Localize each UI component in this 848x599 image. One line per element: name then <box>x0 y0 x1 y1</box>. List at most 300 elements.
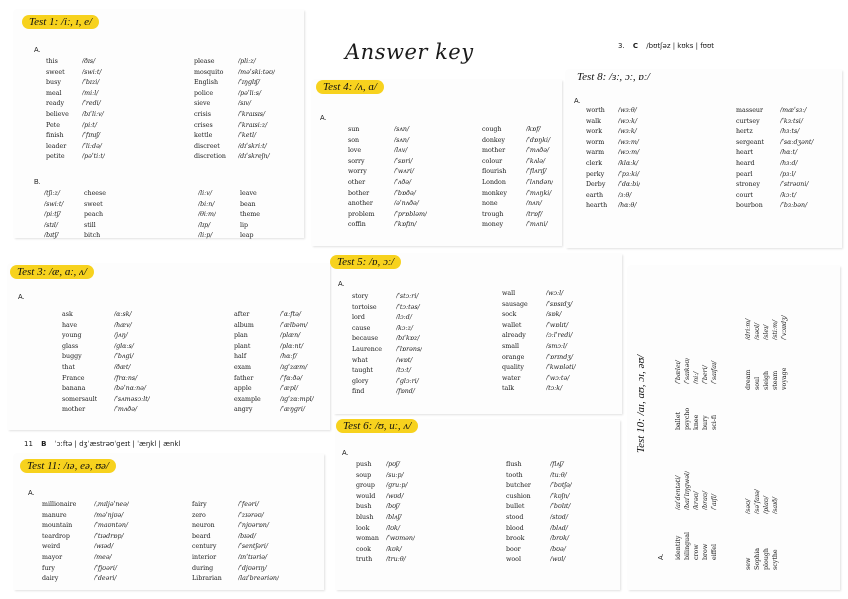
test1-b-label: B. <box>34 179 41 186</box>
test4-trans1 <box>394 125 427 231</box>
test6-trans1-item: /suːp/ <box>386 471 404 479</box>
test8-trans2 <box>780 106 814 212</box>
test1-b-trans2-item: /biːn/ <box>198 200 215 208</box>
test3-words2-item: half <box>234 353 247 361</box>
test10-trans1-item: /ˈsaɪfaɪ/ <box>711 360 718 384</box>
test10-words4 <box>744 548 780 570</box>
test4-words1-item: other <box>348 178 366 186</box>
test8-words1-item: hearth <box>586 202 608 210</box>
test5-words2-item: wall <box>502 290 516 297</box>
test5-trans2-item: /sɒk/ <box>546 311 562 319</box>
test8-trans1-item: /wɔːm/ <box>618 149 640 157</box>
test5-words1-item: cause <box>352 324 371 332</box>
test5-a-label: A. <box>338 281 345 288</box>
test11-words1-item: mountain <box>42 522 73 530</box>
test8-trans1-item: /wɜːk/ <box>618 128 637 136</box>
test8-words1-item: clerk <box>586 159 603 167</box>
strip-top <box>618 42 714 50</box>
test4-trans2-item: /ˈdɒŋki/ <box>526 136 551 144</box>
test1-a-trans1 <box>82 57 105 163</box>
test4-words2-item: London <box>482 178 506 186</box>
test5-trans2-item: /smɔːl/ <box>546 342 568 350</box>
test10-trans1-item: /ˈsaɪkəʊ/ <box>684 357 691 384</box>
test10-words1-item: knee <box>693 414 700 430</box>
test4-trans2-item: /ˈmʌŋki/ <box>526 189 552 197</box>
test4-words1-item: son <box>348 136 360 144</box>
test3-words1-item: that <box>62 363 75 371</box>
test3-words1-item: glass <box>62 342 79 350</box>
test6-title: Test 6: /ʊ, uː, ʌ/ <box>336 419 418 433</box>
test11-words2-item: Librarian <box>192 575 222 583</box>
test6-trans1-item: /ˈwʊmən/ <box>386 535 416 543</box>
test8-words1-item: worth <box>586 107 605 114</box>
test1-a-trans1-item: /ðɪs/ <box>82 58 96 65</box>
test1-a-words2-item: police <box>194 89 214 97</box>
test8-words1-item: walk <box>586 117 601 125</box>
test8-words2-item: pearl <box>736 170 753 178</box>
test11-words1-item: millionaire <box>42 501 77 508</box>
test1-a-words1 <box>46 57 69 163</box>
test8-words2-item: sergeant <box>736 138 765 146</box>
test3-trans1-item: /ˈsʌməsɔːlt/ <box>114 395 150 403</box>
test10-words3-item: eiffel <box>711 544 718 560</box>
test5-words1-item: story <box>352 293 369 300</box>
test5-words1-item: Laurence <box>352 345 383 353</box>
test1-b-trans1 <box>44 189 64 242</box>
test11-trans1-item: /ˈdeəri/ <box>94 575 117 583</box>
test4-words2 <box>482 125 507 231</box>
test3-words1-item: somersault <box>62 395 98 403</box>
test6-words1-item: cook <box>356 545 371 553</box>
test4-trans1-item: /sʌn/ <box>394 126 410 133</box>
test8-a-label: A. <box>574 98 581 105</box>
test4-trans2-item: /ˈlʌndən/ <box>526 178 554 186</box>
test1-a-trans2-item: /ˈkraɪsɪs/ <box>238 110 266 118</box>
test1-a-trans1-item: /ˈbɪzi/ <box>82 79 100 87</box>
test8-trans1-item: /ɜːθ/ <box>618 191 632 199</box>
test11-words2 <box>192 500 222 585</box>
test5-trans1-item: /lɔːd/ <box>396 314 412 322</box>
test8-words1-item: work <box>586 128 603 136</box>
test8-words1-item: earth <box>586 191 604 199</box>
test8-trans2-item: /hɑːt/ <box>780 149 798 157</box>
test5-title: Test 5: /ɒ, ɔː/ <box>330 255 401 269</box>
test6-words1-item: blush <box>356 513 374 521</box>
test6-trans2-item: /wʊl/ <box>550 556 566 564</box>
test4-words2-item: cough <box>482 126 502 133</box>
test6-words2-item: wool <box>506 556 521 564</box>
test1-b-words1-item: still <box>84 221 96 229</box>
test8-words2 <box>736 106 764 212</box>
test6-trans1-item: /kʊk/ <box>386 545 402 553</box>
test5-words1-item: tortoise <box>352 303 377 311</box>
test8-words1-item: worm <box>586 138 605 146</box>
test5-words2-item: small <box>502 342 519 350</box>
test8-words2-item: hertz <box>736 128 753 136</box>
test3-title: Test 3: /æ, ɑː, ʌ/ <box>10 265 94 279</box>
test1-b-trans2-item: /liːp/ <box>198 232 213 240</box>
test5-words2-item: sock <box>502 311 517 319</box>
test4-words1-item: sun <box>348 126 360 133</box>
test10-words1-item: psycho <box>684 407 691 430</box>
test5-words1-item: glory <box>352 377 369 385</box>
test5-words2-item: wallet <box>502 321 522 329</box>
test1-a-words1-item: leader <box>46 142 67 150</box>
test4-trans2-item: /kɒf/ <box>526 126 541 133</box>
test4-trans1-item: /ˈkɒfɪn/ <box>394 221 417 229</box>
test1-a-trans1-item: /ˈliːdə/ <box>82 142 102 150</box>
test6-trans2-item: /tuːθ/ <box>550 471 567 479</box>
test10-trans1 <box>674 358 719 384</box>
test1-a-words1-item: Pete <box>46 121 60 129</box>
test1-a-trans2-item: /ˈɪŋɡlɪʃ/ <box>238 79 260 87</box>
test1-a-trans2-item: /sɪv/ <box>238 100 252 108</box>
test10-words3-item: brow <box>702 543 709 560</box>
test3-trans1-item: /frɑːns/ <box>114 374 138 382</box>
test5-words2-item: quality <box>502 364 524 372</box>
test11-words2-item: zero <box>192 511 206 519</box>
test1-a-trans2-item: /pəˈliːs/ <box>238 89 262 97</box>
test10-words4-item: sew <box>745 557 752 570</box>
test6-words2-item: cushion <box>506 492 531 500</box>
test1-a-trans1-item: /pəˈtiːt/ <box>82 153 105 161</box>
test6-trans1-item: /bʊʃ/ <box>386 503 400 511</box>
test4-a-label: A. <box>320 115 327 122</box>
test3-trans2-item: /ˈælbəm/ <box>280 321 308 329</box>
test6-trans1-item: /ɡruːp/ <box>386 482 408 490</box>
test1-a-words1-item: believe <box>46 110 69 118</box>
test10-words4-item: scythe <box>772 549 779 570</box>
test8-trans2-item: /ˈkɜːtsi/ <box>780 117 803 125</box>
test6-words1-item: woman <box>356 535 379 543</box>
test4-words2-item: money <box>482 221 504 229</box>
test4-words2-item: mother <box>482 147 506 155</box>
test5-trans1-item: /ˈlɒrəns/ <box>396 345 423 353</box>
test8-words2-item: court <box>736 191 753 199</box>
test1-a-words1-item: this <box>46 58 58 65</box>
test6-trans2-item: /brʊk/ <box>550 535 570 543</box>
test1-a-words2-item: discreet <box>194 142 220 150</box>
test1-b-trans1-item: /swiːt/ <box>44 200 64 208</box>
test1-a-trans2-item: /dɪˈskriːt/ <box>238 142 267 150</box>
test4-words1 <box>348 125 375 231</box>
test11-trans2 <box>238 500 279 585</box>
test4-trans2 <box>526 125 553 231</box>
test8-trans2-item: /pɜːl/ <box>780 170 796 178</box>
test1-a-words2-item: mosquito <box>194 68 224 76</box>
test11-trans1 <box>94 500 129 585</box>
test10-words2-item: sleigh <box>763 370 770 390</box>
test3-trans1-item: /ɑːsk/ <box>114 311 132 318</box>
test6-trans2-item: /blʌd/ <box>550 524 568 532</box>
test10-trans2-item: /səʊl/ <box>754 322 761 340</box>
test6-words1-item: would <box>356 492 376 500</box>
test1-a-words2-item: crises <box>194 121 213 129</box>
test3-words1 <box>62 310 97 416</box>
test6-words2-item: tooth <box>506 471 523 479</box>
test11-trans1-item: /ˈtɪədrɒp/ <box>94 532 124 540</box>
test4-trans2-item: /ˈkʌlə/ <box>526 157 546 165</box>
test10-trans3-item: /braʊ/ <box>702 491 709 510</box>
test10-words2-item: dream <box>745 369 752 390</box>
test5-trans2-item: /ɔːlˈredi/ <box>546 332 573 340</box>
test6-words1-item: truth <box>356 556 373 564</box>
test8-words2-item: stroney <box>736 181 760 189</box>
test3-a-label: A. <box>18 294 25 301</box>
test1-a-words2-item: crisis <box>194 110 212 118</box>
test1-a-trans1-item: /bɪˈliːv/ <box>82 110 104 118</box>
test4-words2-item: monkey <box>482 189 507 197</box>
test10-trans3-item: /aɪˈdentəti/ <box>675 475 682 510</box>
test3-words2-item: angry <box>234 406 253 414</box>
test3-trans1-item: /ˈbʌɡi/ <box>114 353 134 361</box>
test8-words2-item: heart <box>736 149 754 157</box>
test11-words1 <box>42 500 76 585</box>
test8-words2-item: curtsey <box>736 117 760 125</box>
test8-words1-item: perky <box>586 170 605 178</box>
test10-a-label: A. <box>658 553 665 560</box>
test11-words2-item: neuron <box>192 522 215 530</box>
test6-words1 <box>356 460 379 566</box>
test3-trans2-item: /ˈɑːftə/ <box>280 311 301 318</box>
test10-words2-item: soul <box>754 376 761 390</box>
test4-words2-item: colour <box>482 157 503 165</box>
test8-trans2-item: /ˈbɜːbən/ <box>780 202 808 210</box>
test1-a-words1-item: finish <box>46 132 64 140</box>
test6-trans2-item: /ˈkʊʃn/ <box>550 492 570 500</box>
test6-trans2-item: /ˈbʊlɪt/ <box>550 503 571 511</box>
test6-words2-item: butcher <box>506 482 531 490</box>
test11-trans2-item: /ˈfeəri/ <box>238 501 259 508</box>
test1-a-trans2-item: /ˈketl/ <box>238 132 257 140</box>
test5-words2-item: water <box>502 374 521 382</box>
test1-b-trans1-item: /piːtʃ/ <box>44 211 61 219</box>
test11-words2-item: beard <box>192 532 211 540</box>
test3-trans1-item: /ðæt/ <box>114 363 131 371</box>
test11-a-label: A. <box>28 490 35 497</box>
test8-trans1-item: /hɑːθ/ <box>618 202 637 210</box>
test4-words1-item: problem <box>348 210 375 218</box>
test3-trans2-item: /ɪɡˈzɑːmpl/ <box>280 395 314 403</box>
test8-trans1-item: /wɔːk/ <box>618 117 638 125</box>
test5-words1-item: find <box>352 388 365 396</box>
test10-trans2-item: /sleɪ/ <box>763 324 770 340</box>
test5-trans2-item: /ˈwɔːtə/ <box>546 374 570 382</box>
test8-trans2-item: /mæˈsɜː/ <box>780 107 807 114</box>
test6-words2 <box>506 460 531 566</box>
test4-words1-item: sorry <box>348 157 365 165</box>
test8-words2-item: bourbon <box>736 202 763 210</box>
test3-words1-item: buggy <box>62 353 82 361</box>
test1-a-words1-item: petite <box>46 153 65 161</box>
test10-words3-item: crow <box>693 544 700 560</box>
test8-trans2-item: /hɜːd/ <box>780 159 798 167</box>
test1-a-words2-item: kettle <box>194 132 213 140</box>
test5-words2-item: orange <box>502 353 525 361</box>
test8-words1 <box>586 106 607 212</box>
test1-a-words1-item: meal <box>46 89 62 97</box>
test3-words2-item: plan <box>234 332 248 340</box>
test10-words1 <box>674 408 719 430</box>
test5-trans1-item: /ˈstɔːri/ <box>396 293 419 300</box>
test1-a-words1-item: busy <box>46 79 61 87</box>
test5-trans1-item: /ˈɡlɔːri/ <box>396 377 419 385</box>
test4-words1-item: another <box>348 200 373 208</box>
test6-trans2-item: /ˈbʊtʃə/ <box>550 482 572 490</box>
test3-words2-item: apple <box>234 385 252 393</box>
test10-words1-item: bury <box>702 415 709 430</box>
test4-trans1-item: /ˈwʌri/ <box>394 168 414 176</box>
test10-words1-item: ballet <box>675 411 682 430</box>
test5-trans2 <box>546 289 576 395</box>
test10-words3-item: bilingual <box>684 532 691 560</box>
test3-trans2-item: /plæn/ <box>280 332 301 340</box>
test1-b-words2-item: leave <box>240 190 257 197</box>
test4-trans1-item: /sʌn/ <box>394 136 410 144</box>
test10-words3 <box>674 532 719 560</box>
test11-words1-item: fury <box>42 564 55 572</box>
test6-trans2-item: /flʌʃ/ <box>550 461 564 468</box>
test3-trans1-item: /ˈmʌðə/ <box>114 406 138 414</box>
test8-trans1-item: /wɜːm/ <box>618 138 639 146</box>
test4-trans1-item: /ˈbɒðə/ <box>394 189 416 197</box>
test5-trans1 <box>396 292 422 398</box>
strip-mid-letter: B <box>41 440 47 448</box>
test3-words1-item: have <box>62 321 78 329</box>
test10-trans4 <box>744 489 780 514</box>
test1-a-words2-item: please <box>194 58 215 65</box>
test4-words1-item: worry <box>348 168 367 176</box>
test3-trans1-item: /hæv/ <box>114 321 132 329</box>
test4-trans1-item: /ˈsɒri/ <box>394 157 413 165</box>
test6-words1-item: bush <box>356 503 372 511</box>
test10-trans2-item: /driːm/ <box>745 318 752 340</box>
test4-trans2-item: /trɒf/ <box>526 210 543 218</box>
test10-trans4-item: /səʊ/ <box>745 498 752 514</box>
test5-words2-item: already <box>502 332 526 340</box>
test6-words2-item: boor <box>506 545 521 553</box>
test1-a-trans1-item: /ˈredi/ <box>82 100 101 108</box>
strip-top-num: 3. <box>618 42 625 50</box>
test8-words2-item: masseur <box>736 107 763 114</box>
test4-trans1-item: /ˈprɒbləm/ <box>394 210 428 218</box>
test6-trans2-item: /bʊə/ <box>550 545 566 553</box>
test1-a-trans1-item: /miːl/ <box>82 89 99 97</box>
test11-words2-item: fairy <box>192 501 207 508</box>
test5-trans2-item: /wɔːl/ <box>546 290 564 297</box>
test6-words1-item: look <box>356 524 370 532</box>
test11-trans1-item: /ˌmɪljəˈneə/ <box>94 501 129 508</box>
test11-trans2-item: /ˈnjʊərɒn/ <box>238 522 269 530</box>
test4-words2-item: flourish <box>482 168 507 176</box>
test5-trans1-item: /ˈtɔːtəs/ <box>396 303 420 311</box>
test11-trans2-item: /laɪˈbreəriən/ <box>238 575 280 583</box>
test3-trans2-item: /plɑːnt/ <box>280 342 304 350</box>
test11-words1-item: manure <box>42 511 67 519</box>
test4-trans1-item: /ˈʌðə/ <box>394 178 412 186</box>
test6-trans1 <box>386 460 415 566</box>
test3-words1-item: mother <box>62 406 86 414</box>
test11-trans2-item: /ˈzɪərəʊ/ <box>238 511 264 519</box>
test10-trans4-item: /saɪð/ <box>772 496 779 514</box>
test5-trans1-item: /wɒt/ <box>396 356 413 364</box>
test8-words1-item: warm <box>586 149 605 157</box>
test8-trans1 <box>618 106 640 212</box>
test10-trans4-item: /plaʊ/ <box>763 496 770 514</box>
test6-words2-item: flush <box>506 461 522 468</box>
test4-trans1-item: /lʌv/ <box>394 147 408 155</box>
test6-a-label: A. <box>342 450 349 457</box>
test10-trans3 <box>674 471 719 510</box>
test1-a-trans1-item: /ˈfɪnɪʃ/ <box>82 132 101 140</box>
test3-trans1-item: /jʌŋ/ <box>114 332 128 340</box>
test11-trans1-item: /ˈfjʊəri/ <box>94 564 117 572</box>
test6-trans1-item: /pʊʃ/ <box>386 461 400 468</box>
test1-a-words2-item: sieve <box>194 100 211 108</box>
test5-words1-item: lord <box>352 314 365 322</box>
test1-b-words1-item: peach <box>84 211 104 219</box>
test5-words2 <box>502 289 528 395</box>
test1-a-words2-item: discretion <box>194 153 226 161</box>
test1-b-trans2-item: /liːv/ <box>198 190 212 197</box>
test8-trans1-item: /wɜːθ/ <box>618 107 637 114</box>
test3-trans1-item: /bəˈnɑːnə/ <box>114 385 146 393</box>
test1-b-trans1-item: /bɪtʃ/ <box>44 232 59 240</box>
strip-mid <box>24 440 180 448</box>
test1-b-words1-item: sweet <box>84 200 103 208</box>
test1-a-words2-item: English <box>194 79 218 87</box>
strip-mid-num: 11 <box>24 440 33 448</box>
test6-trans1-item: /lʊk/ <box>386 524 400 532</box>
test3-words1-item: banana <box>62 385 86 393</box>
test3-words2-item: exam <box>234 363 252 371</box>
test1-b-words1-item: bitch <box>84 232 101 240</box>
test1-b-words2-item: lip <box>240 221 249 229</box>
test4-trans2-item: /ˈmʌðə/ <box>526 147 550 155</box>
test4-words2-item: trough <box>482 210 504 218</box>
test11-words1-item: weird <box>42 543 61 551</box>
test5-words1-item: because <box>352 335 379 343</box>
test11-trans1-item: /ˈmaʊntən/ <box>94 522 129 530</box>
test5-trans2-item: /ˈwɒlɪt/ <box>546 321 569 329</box>
test4-words2-item: donkey <box>482 136 505 144</box>
test10-words4-item: Sophia <box>754 548 761 570</box>
test10-trans1-item: /ˈbæleɪ/ <box>675 360 682 384</box>
test5-trans1-item: /bɪˈkɒz/ <box>396 335 420 343</box>
test6-trans2-item: /stʊd/ <box>550 513 568 521</box>
test5-trans2-item: /ˈsɒsɪdʒ/ <box>546 300 573 308</box>
strip-top-text: /bʊtʃəz | kʊks | fʊʊt <box>646 42 715 50</box>
test6-trans1-item: /wʊd/ <box>386 492 404 500</box>
test11-words1-item: mayor <box>42 553 63 561</box>
test11-trans1-item: /meə/ <box>94 553 112 561</box>
test10-trans3-item: /ˈaɪfl/ <box>711 494 718 510</box>
test10-words3-item: identity <box>675 535 682 560</box>
test8-words2-item: heard <box>736 159 755 167</box>
test3-trans1 <box>114 310 150 416</box>
test1-title: Test 1: /iː, ɪ, e/ <box>22 15 99 29</box>
test10-trans4-item: /səˈfaɪə/ <box>754 489 761 514</box>
test8-trans2-item: /ˈstrəʊni/ <box>780 181 809 189</box>
test3-words2-item: example <box>234 395 261 403</box>
test11-words2-item: century <box>192 543 217 551</box>
test1-a-trans2-item: /məˈskiːtəʊ/ <box>238 68 276 76</box>
test6-words2-item: bullet <box>506 503 525 511</box>
test3-trans2-item: /ˈæŋɡri/ <box>280 406 306 414</box>
test11-words2-item: interior <box>192 553 217 561</box>
test1-b-words1-item: cheese <box>84 190 106 197</box>
test3-trans2 <box>280 310 314 416</box>
